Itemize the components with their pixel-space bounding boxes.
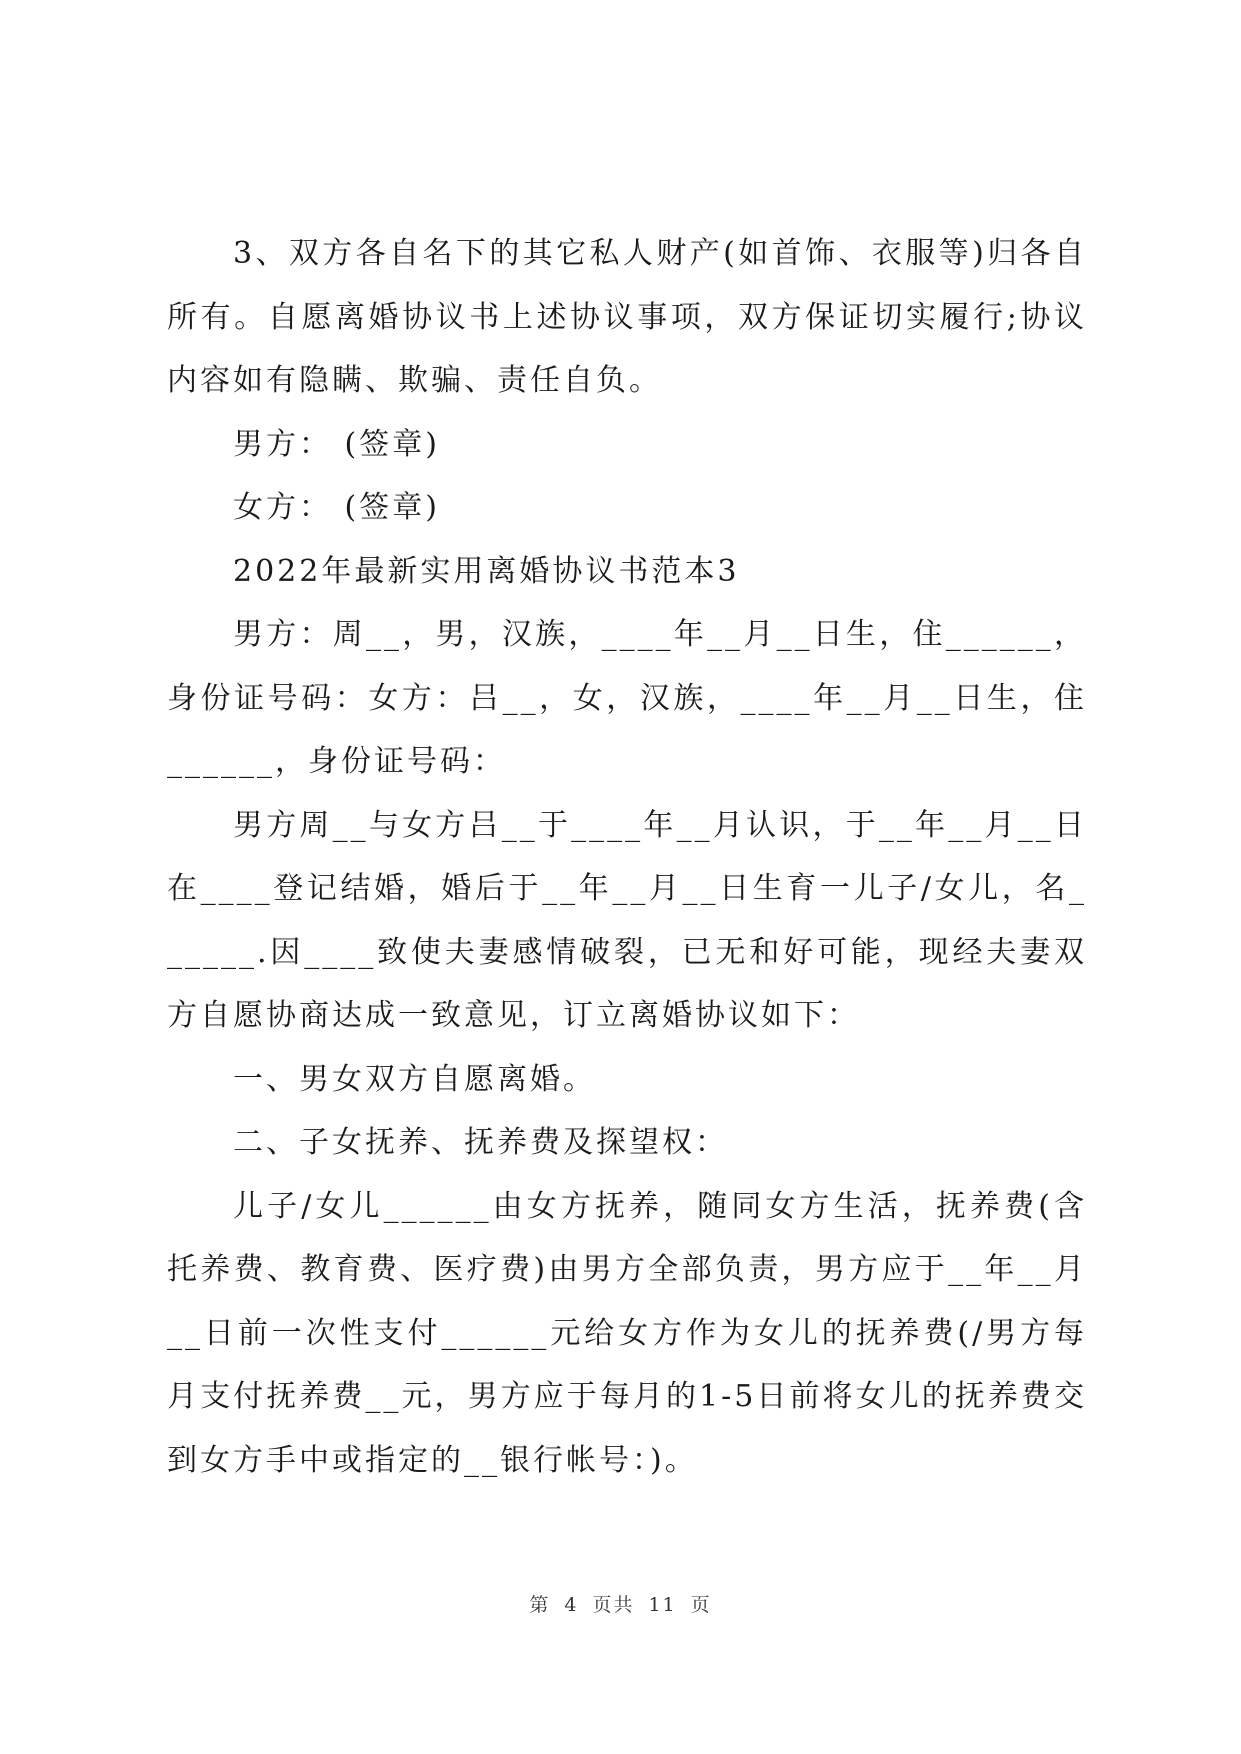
paragraph-parties-info: 男方：周__，男，汉族，____年__月__日生，住______，身份证号码：女方：吕__，女，汉族，____年__月__日生，住______，身份证号码： — [167, 617, 1087, 779]
document-body — [167, 222, 1087, 1492]
footer-middle: 页共 — [592, 1594, 635, 1616]
footer-suffix: 页 — [690, 1594, 712, 1616]
paragraph-private-property: 3、双方各自名下的其它私人财产(如首饰、衣服等)归各自所有。自愿离婚协议书上述协议事项，双方保证切实履行;协议内容如有隐瞒、欺骗、责任自负。 — [167, 236, 1087, 398]
paragraph-female-signature: 女方： (签章) — [233, 490, 440, 525]
footer-total-pages: 11 — [648, 1594, 677, 1616]
footer-current-page: 4 — [564, 1594, 579, 1616]
page-footer — [0, 1591, 1241, 1619]
footer-prefix: 第 — [529, 1594, 551, 1616]
paragraph-male-signature: 男方： (签章) — [233, 426, 440, 462]
section-heading: 2022年最新实用离婚协议书范本3 — [233, 553, 740, 589]
paragraph-marriage-background: 男方周__与女方吕__于____年__月认识，于__年__月__日在____登记结婚，婚后于__年__月__日生育一儿子/女儿，名______.因____致使夫妻感情破裂，已无和好可能，现经夫妻双方自愿协商达成一致意见，订立离婚协议如下： — [167, 807, 1087, 1033]
paragraph-clause-two: 二、子女抚养、抚养费及探望权： — [233, 1125, 728, 1160]
paragraph-child-support: 儿子/女儿______由女方抚养，随同女方生活，抚养费(含托养费、教育费、医疗费)由男方全部负责，男方应于__年__月__日前一次性支付______元给女方作为女儿的抚养费(/男方每月支付抚养费__元，男方应于每月的1-5日前将女儿的抚养费交到女方手中或指定的__银行帐号：)。 — [167, 1188, 1087, 1478]
paragraph-clause-one: 一、男女双方自愿离婚。 — [233, 1061, 596, 1097]
